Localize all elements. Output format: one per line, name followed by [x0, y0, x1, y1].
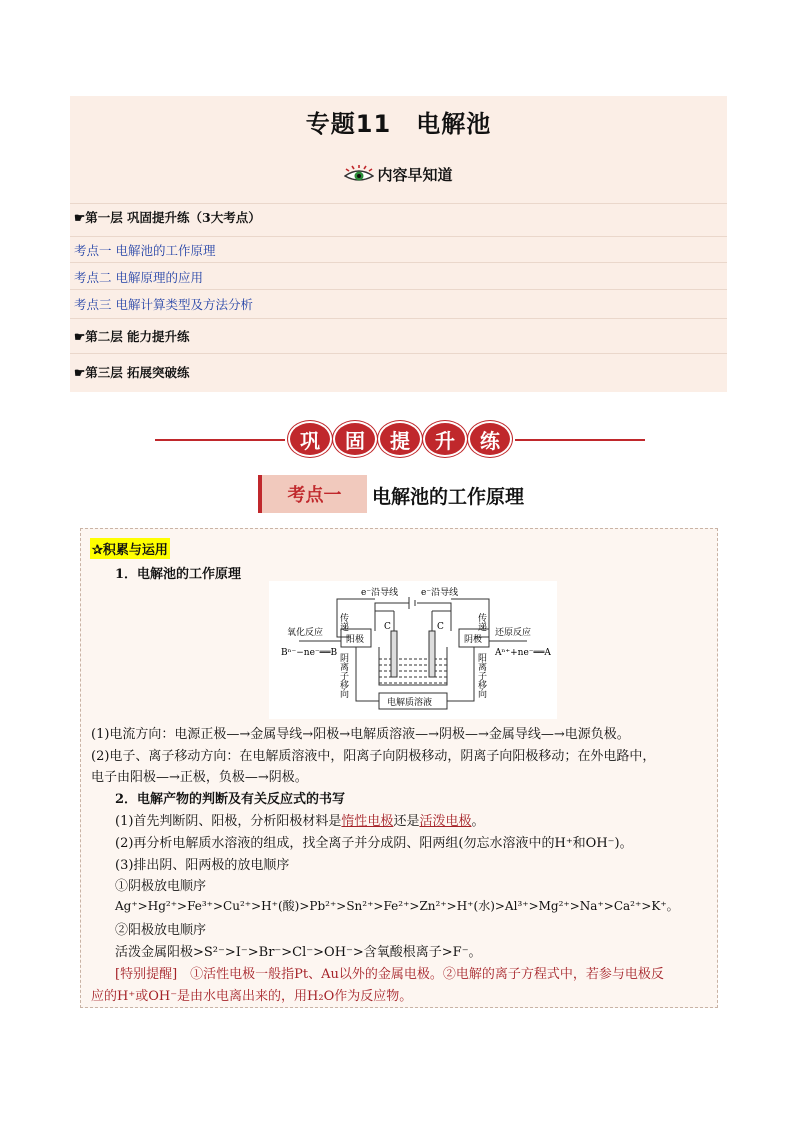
special-tip-a: [特别提醒] ①活性电极一般指Pt、Au以外的金属电极。②电解的离子方程式中，若参与电极反 — [115, 967, 664, 982]
banner-char: 固 — [335, 423, 375, 455]
para-current-direction: (1)电流方向：电源正极—→金属导线→阳极→电解质溶液—→阴极—→金属导线—→电源负极。 — [91, 727, 630, 742]
electrolysis-diagram — [269, 581, 557, 719]
toc-panel — [70, 96, 727, 392]
wire-label-left: e⁻沿导线 — [361, 588, 399, 598]
divider — [70, 318, 727, 319]
text: (1)首先判断阴、阳极，分析阳极材料是 — [115, 814, 342, 829]
toc-level-1[interactable]: ☛第一层 巩固提升练（3大考点） — [74, 210, 261, 225]
para-cathode-order-title: ①阴极放电顺序 — [115, 879, 207, 894]
banner-rule-left — [155, 439, 285, 441]
banner-char: 提 — [380, 423, 420, 455]
page-title: 专题11 电解池 — [305, 110, 492, 138]
keyword-inert-electrode: 惰性电极 — [341, 814, 394, 829]
text: 还是 — [393, 814, 420, 829]
right-reaction-label: 还原反应 — [495, 628, 532, 638]
divider — [70, 262, 727, 263]
para-ion-groups: (2)再分析电解质水溶液的组成，找全离子并分成阴、阳两组(勿忘水溶液中的H⁺和OH⁻)。 — [115, 836, 633, 851]
text: 。 — [471, 814, 485, 829]
special-tip-b: 应的H⁺或OH⁻是由水电离出来的，用H₂O作为反应物。 — [91, 989, 413, 1004]
right-equation: Aⁿ⁺+ne⁻══A — [495, 648, 551, 658]
toc-subtitle-text: 内容早知道 — [377, 166, 453, 184]
divider — [70, 289, 727, 290]
divider — [70, 203, 727, 204]
electrode-label-right: C — [437, 622, 444, 632]
heading-2: 2．电解产物的判断及有关反应式的书写 — [115, 792, 346, 807]
divider — [70, 236, 727, 237]
eye-icon — [344, 165, 374, 187]
anion-move-label: 阴离子移向 — [338, 653, 348, 698]
heading-1: 1．电解池的工作原理 — [115, 567, 242, 582]
wire-label-right: e⁻沿导线 — [421, 588, 459, 598]
banner-char: 练 — [470, 423, 510, 455]
banner-rule-right — [515, 439, 645, 441]
divider — [70, 353, 727, 354]
solution-label: 电解质溶液 — [387, 698, 433, 708]
toc-kp-1[interactable]: 考点一 电解池的工作原理 — [74, 243, 216, 258]
transfer-label-left: 传递 — [338, 613, 348, 631]
para-cathode-order: Ag⁺>Hg²⁺>Fe³⁺>Cu²⁺>H⁺(酸)>Pb²⁺>Sn²⁺>Fe²⁺>Zn²⁺>H⁺(水)>Al³⁺>Mg²⁺>Na⁺>Ca²⁺>K⁺。 — [115, 899, 679, 913]
content-box — [80, 528, 718, 1008]
cation-move-label: 阳离子移向 — [476, 653, 486, 698]
transfer-label-right: 传递 — [476, 613, 486, 631]
para-anode-order: 活泼金属阳极>S²⁻>I⁻>Br⁻>Cl⁻>OH⁻>含氧酸根离子>F⁻。 — [115, 945, 482, 960]
toc-level-3[interactable]: ☛第三层 拓展突破练 — [74, 365, 190, 380]
para-electron-direction-b: 电子由阳极—→正极，负极—→阴极。 — [91, 770, 308, 785]
para-discharge-order: (3)排出阴、阳两极的放电顺序 — [115, 858, 290, 873]
section-banner — [155, 423, 645, 457]
anode-label: 阳极 — [346, 635, 365, 645]
para-electron-direction-a: (2)电子、离子移动方向：在电解质溶液中，阳离子向阴极移动，阴离子向阳极移动；在外电路中， — [91, 749, 656, 764]
toc-kp-3[interactable]: 考点三 电解计算类型及方法分析 — [74, 297, 253, 312]
left-reaction-label: 氧化反应 — [287, 628, 324, 638]
toc-kp-2[interactable]: 考点二 电解原理的应用 — [74, 270, 203, 285]
para-judge-electrode — [115, 810, 484, 829]
toc-level-2[interactable]: ☛第二层 能力提升练 — [74, 329, 190, 344]
accumulate-tag: ✰积累与运用 — [90, 538, 170, 559]
section-title: 电解池的工作原理 — [372, 486, 525, 508]
section-tag: 考点一 — [258, 475, 367, 513]
electrode-label-left: C — [384, 622, 391, 632]
keyword-active-electrode: 活泼电极 — [419, 814, 472, 829]
toc-subtitle — [70, 164, 727, 187]
banner-char: 升 — [425, 423, 465, 455]
banner-chars — [290, 423, 510, 455]
para-anode-order-title: ②阳极放电顺序 — [115, 923, 207, 938]
banner-char: 巩 — [290, 423, 330, 455]
cathode-label: 阴极 — [464, 635, 483, 645]
left-equation: Bⁿ⁻−ne⁻══B — [281, 648, 338, 658]
